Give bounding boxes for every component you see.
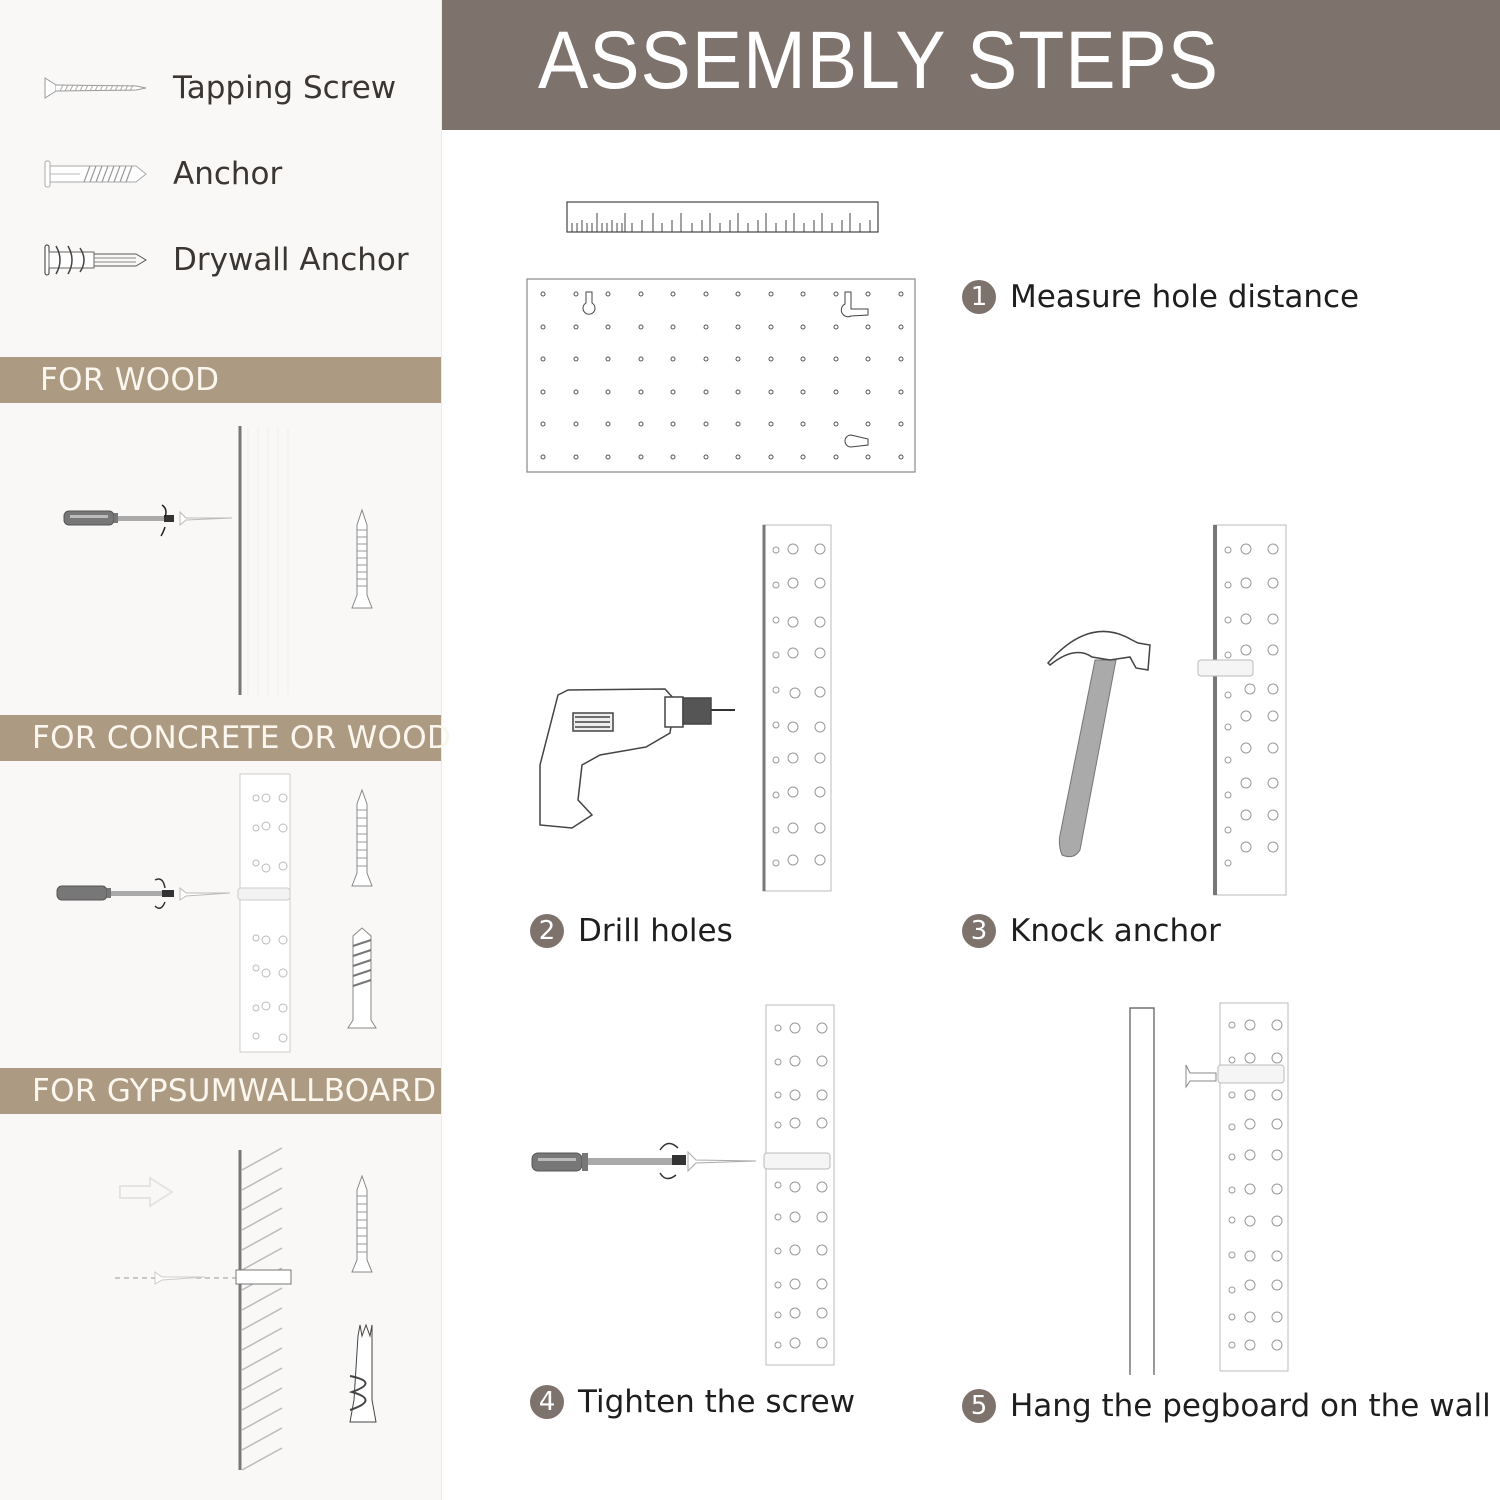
screwdriver-icon xyxy=(64,505,174,536)
legend-label: Tapping Screw xyxy=(173,70,397,106)
page-title: ASSEMBLY STEPS xyxy=(538,15,1219,106)
step-3 xyxy=(962,913,1221,949)
step-label: Measure hole distance xyxy=(1010,279,1360,315)
wood-illustration xyxy=(0,410,400,710)
header-bar xyxy=(442,0,1500,130)
step-label: Tighten the screw xyxy=(578,1384,856,1420)
step2-illustration xyxy=(520,515,880,905)
gypsum-illustration xyxy=(0,1120,400,1500)
step-number-badge: 5 xyxy=(962,1389,996,1423)
pegboard-side-icon xyxy=(1130,1008,1154,1375)
section-header-concrete-or-wood: FOR CONCRETE OR WOOD xyxy=(0,715,441,761)
step-label: Hang the pegboard on the wall xyxy=(1010,1388,1491,1424)
step-5 xyxy=(962,1388,1491,1424)
step-label: Knock anchor xyxy=(1010,913,1221,949)
step5-illustration xyxy=(1120,995,1500,1375)
section-header-gypsum: FOR GYPSUMWALLBOARD xyxy=(0,1068,441,1114)
step-4 xyxy=(530,1384,855,1420)
tapping-screw-icon xyxy=(44,76,148,100)
drywall-anchor-icon xyxy=(44,244,148,276)
step3-illustration xyxy=(970,515,1350,905)
step1-illustration xyxy=(522,195,922,485)
step-number-badge: 2 xyxy=(530,914,564,948)
step-2 xyxy=(530,913,733,949)
step-label: Drill holes xyxy=(578,913,733,949)
section-header-wood: FOR WOOD xyxy=(0,357,441,403)
step-number-badge: 4 xyxy=(530,1385,564,1419)
step4-illustration xyxy=(520,995,880,1365)
hammer-icon xyxy=(1048,631,1150,856)
drill-icon xyxy=(540,689,735,828)
screw-vertical-icon xyxy=(352,510,372,608)
step-1 xyxy=(962,279,1359,315)
legend-label: Anchor xyxy=(173,156,283,192)
step-number-badge: 1 xyxy=(962,280,996,314)
concrete-illustration xyxy=(0,768,400,1058)
legend-label: Drywall Anchor xyxy=(173,242,409,278)
anchor-icon xyxy=(44,160,148,188)
pegboard-icon xyxy=(527,279,915,472)
step-number-badge: 3 xyxy=(962,914,996,948)
ruler-icon xyxy=(567,202,878,232)
